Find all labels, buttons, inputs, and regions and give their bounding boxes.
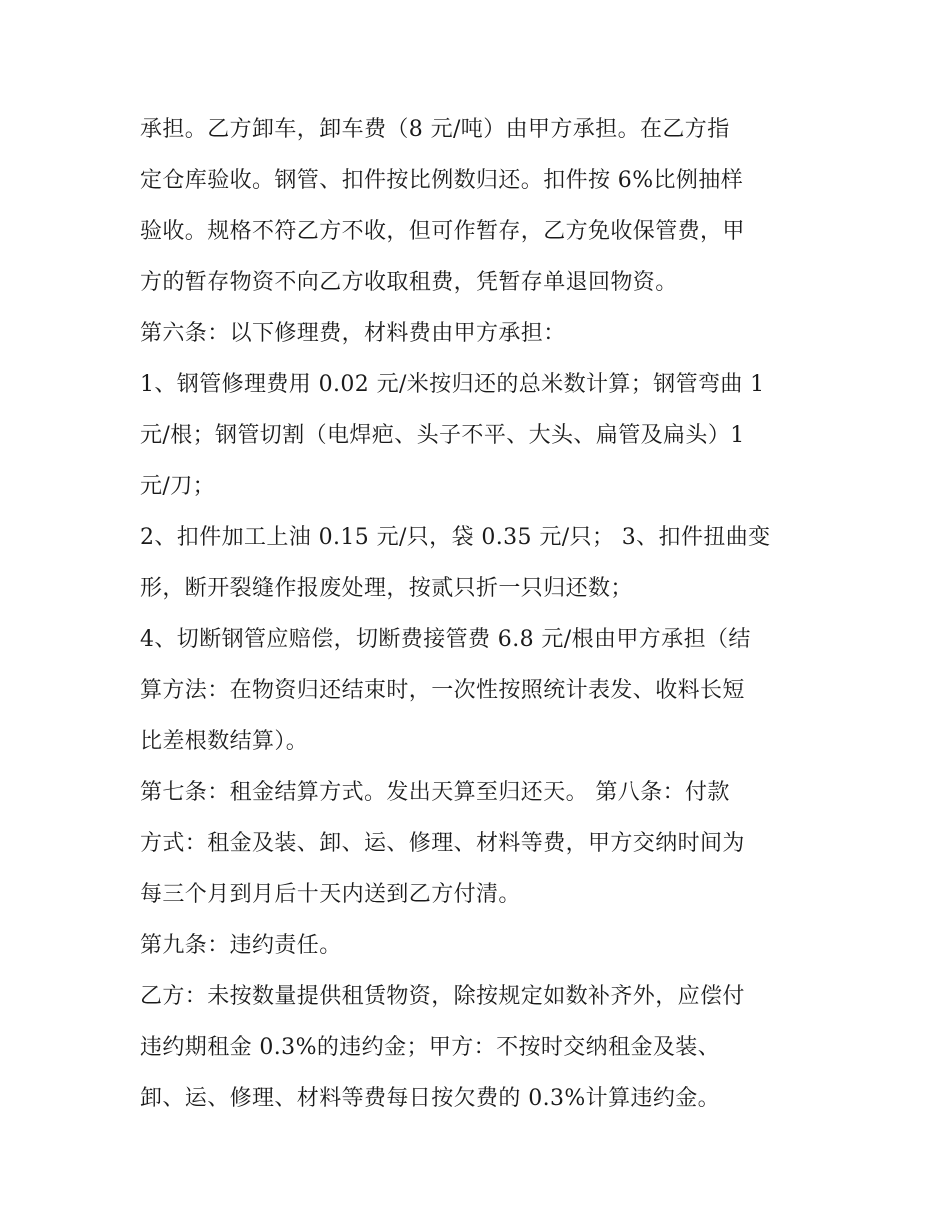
text-line: 承担。乙方卸车，卸车费（8 元/吨）由甲方承担。在乙方指 [140, 117, 730, 142]
text-line: 比差根数结算）。 [140, 729, 309, 754]
text-line: 4、切断钢管应赔偿，切断费接管费 6.8 元/根由甲方承担（结 [140, 627, 751, 652]
article-9-heading: 第九条：违约责任。 [140, 933, 342, 958]
text-line: 形，断开裂缝作报废处理，按贰只折一只归还数； [140, 576, 633, 601]
text-line: 元/刀； [140, 474, 216, 499]
text-line: 方的暂存物资不向乙方收取租费，凭暂存单退回物资。 [140, 270, 678, 295]
text-line: 1、钢管修理费用 0.02 元/米按归还的总米数计算；钢管弯曲 1 [140, 372, 765, 397]
text-line: 验收。规格不符乙方不收，但可作暂存，乙方免收保管费，甲 [140, 219, 745, 244]
document-body [140, 104, 820, 1124]
text-line: 乙方：未按数量提供租赁物资，除按规定如数补齐外，应偿付 [140, 984, 745, 1009]
text-line: 定仓库验收。钢管、扣件按比例数归还。扣件按 6%比例抽样 [140, 168, 744, 193]
article-7-8-line: 第七条：租金结算方式。发出天算至归还天。 第八条：付款 [140, 780, 730, 805]
text-line: 2、扣件加工上油 0.15 元/只，袋 0.35 元/只； 3、扣件扭曲变 [140, 525, 771, 550]
article-6-heading: 第六条：以下修理费，材料费由甲方承担： [140, 321, 566, 346]
text-line: 算方法：在物资归还结束时，一次性按照统计表发、收料长短 [140, 678, 745, 703]
text-line: 元/根；钢管切割（电焊疤、头子不平、大头、扁管及扁头）1 [140, 423, 745, 448]
text-line: 卸、运、修理、材料等费每日按欠费的 0.3%计算违约金。 [140, 1086, 721, 1111]
text-line: 每三个月到月后十天内送到乙方付清。 [140, 882, 521, 907]
text-line: 方式：租金及装、卸、运、修理、材料等费，甲方交纳时间为 [140, 831, 745, 856]
text-line: 违约期租金 0.3%的违约金；甲方：不按时交纳租金及装、 [140, 1035, 721, 1060]
